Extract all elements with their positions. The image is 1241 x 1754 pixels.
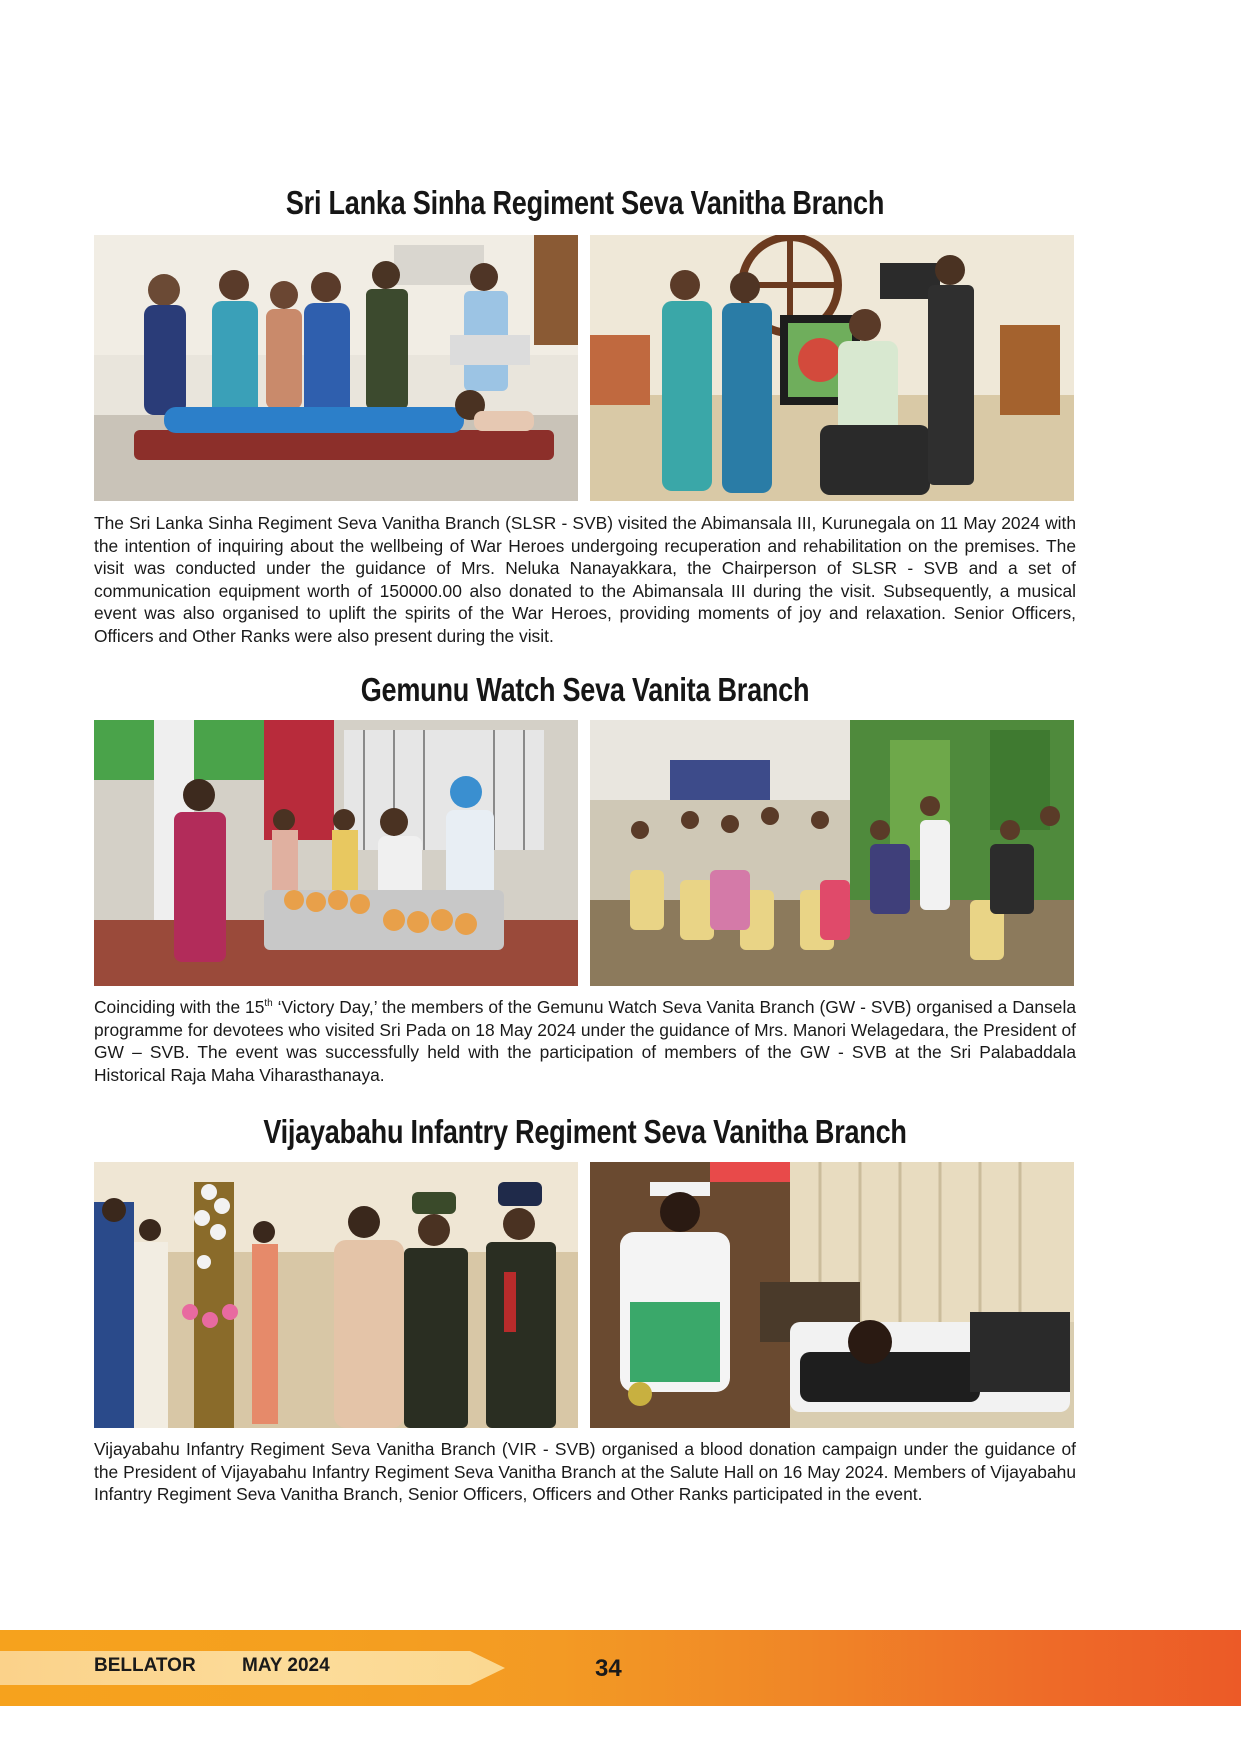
caption-slsr: The Sri Lanka Sinha Regiment Seva Vanitha Branch (SLSR - SVB) visited the Abimansala III, Kurunegala on 11 May 2024 with the intention of inquiring about the wellbeing of War Heroes undergoing recuperation and rehabilitation on the premises. The visit was conducted under the guidance of Mrs. Neluka Nanayakkara, the Chairperson of SLSR - SVB and a set of communication equipment worth of 150000.00 also donated to the Abimansala III during the visit. Subsequently, a musical event was also organised to uplift the spirits of the War Heroes, providing moments of joy and relaxation. Senior Officers, Officers and Other Ranks were also present during the visit. [94, 513, 1076, 646]
photo-painting-presentation [590, 235, 1074, 501]
section-title-gw: Gemunu Watch Seva Vanita Branch [360, 671, 810, 708]
caption-gw-post: ‘Victory Day,’ the members of the Gemunu Watch Seva Vanita Branch (GW - SVB) organised a Dansela programme for devotees who visited Sri Pada on 18 May 2024 under the guidance of Mrs. Manori Welagedara, the President of GW – SVB. The event was successfully held with the participation of members of the GW - SVB at the Sri Palabaddala Historical Raja Maha Viharasthanaya. [94, 997, 1076, 1085]
caption-gw-pre: Coinciding with the 15 [94, 997, 265, 1017]
section-title-vir: Vijayabahu Infantry Regiment Seva Vanitha Branch [263, 1113, 907, 1150]
section-title-slsr: Sri Lanka Sinha Regiment Seva Vanitha Branch [285, 184, 885, 221]
footer-issue-date: MAY 2024 [242, 1655, 330, 1676]
photo-dansela-serving [94, 720, 578, 986]
caption-gw [94, 996, 1076, 1086]
footer-magazine-name: BELLATOR [94, 1655, 196, 1676]
caption-gw-sup: th [264, 998, 273, 1010]
photo-blood-donation [590, 1162, 1074, 1428]
photo-oil-lamp-lighting [94, 1162, 578, 1428]
caption-vir: Vijayabahu Infantry Regiment Seva Vanitha Branch (VIR - SVB) organised a blood donation campaign under the guidance of the President of Vijayabahu Infantry Regiment Seva Vanitha Branch at the Salute Hall on 16 May 2024. Members of Vijayabahu Infantry Regiment Seva Vanitha Branch, Senior Officers, Officers and Other Ranks participated in the event. [94, 1439, 1076, 1505]
photo-dansela-crowd [590, 720, 1074, 986]
photo-ward-visit [94, 235, 578, 501]
page-number: 34 [595, 1655, 622, 1682]
